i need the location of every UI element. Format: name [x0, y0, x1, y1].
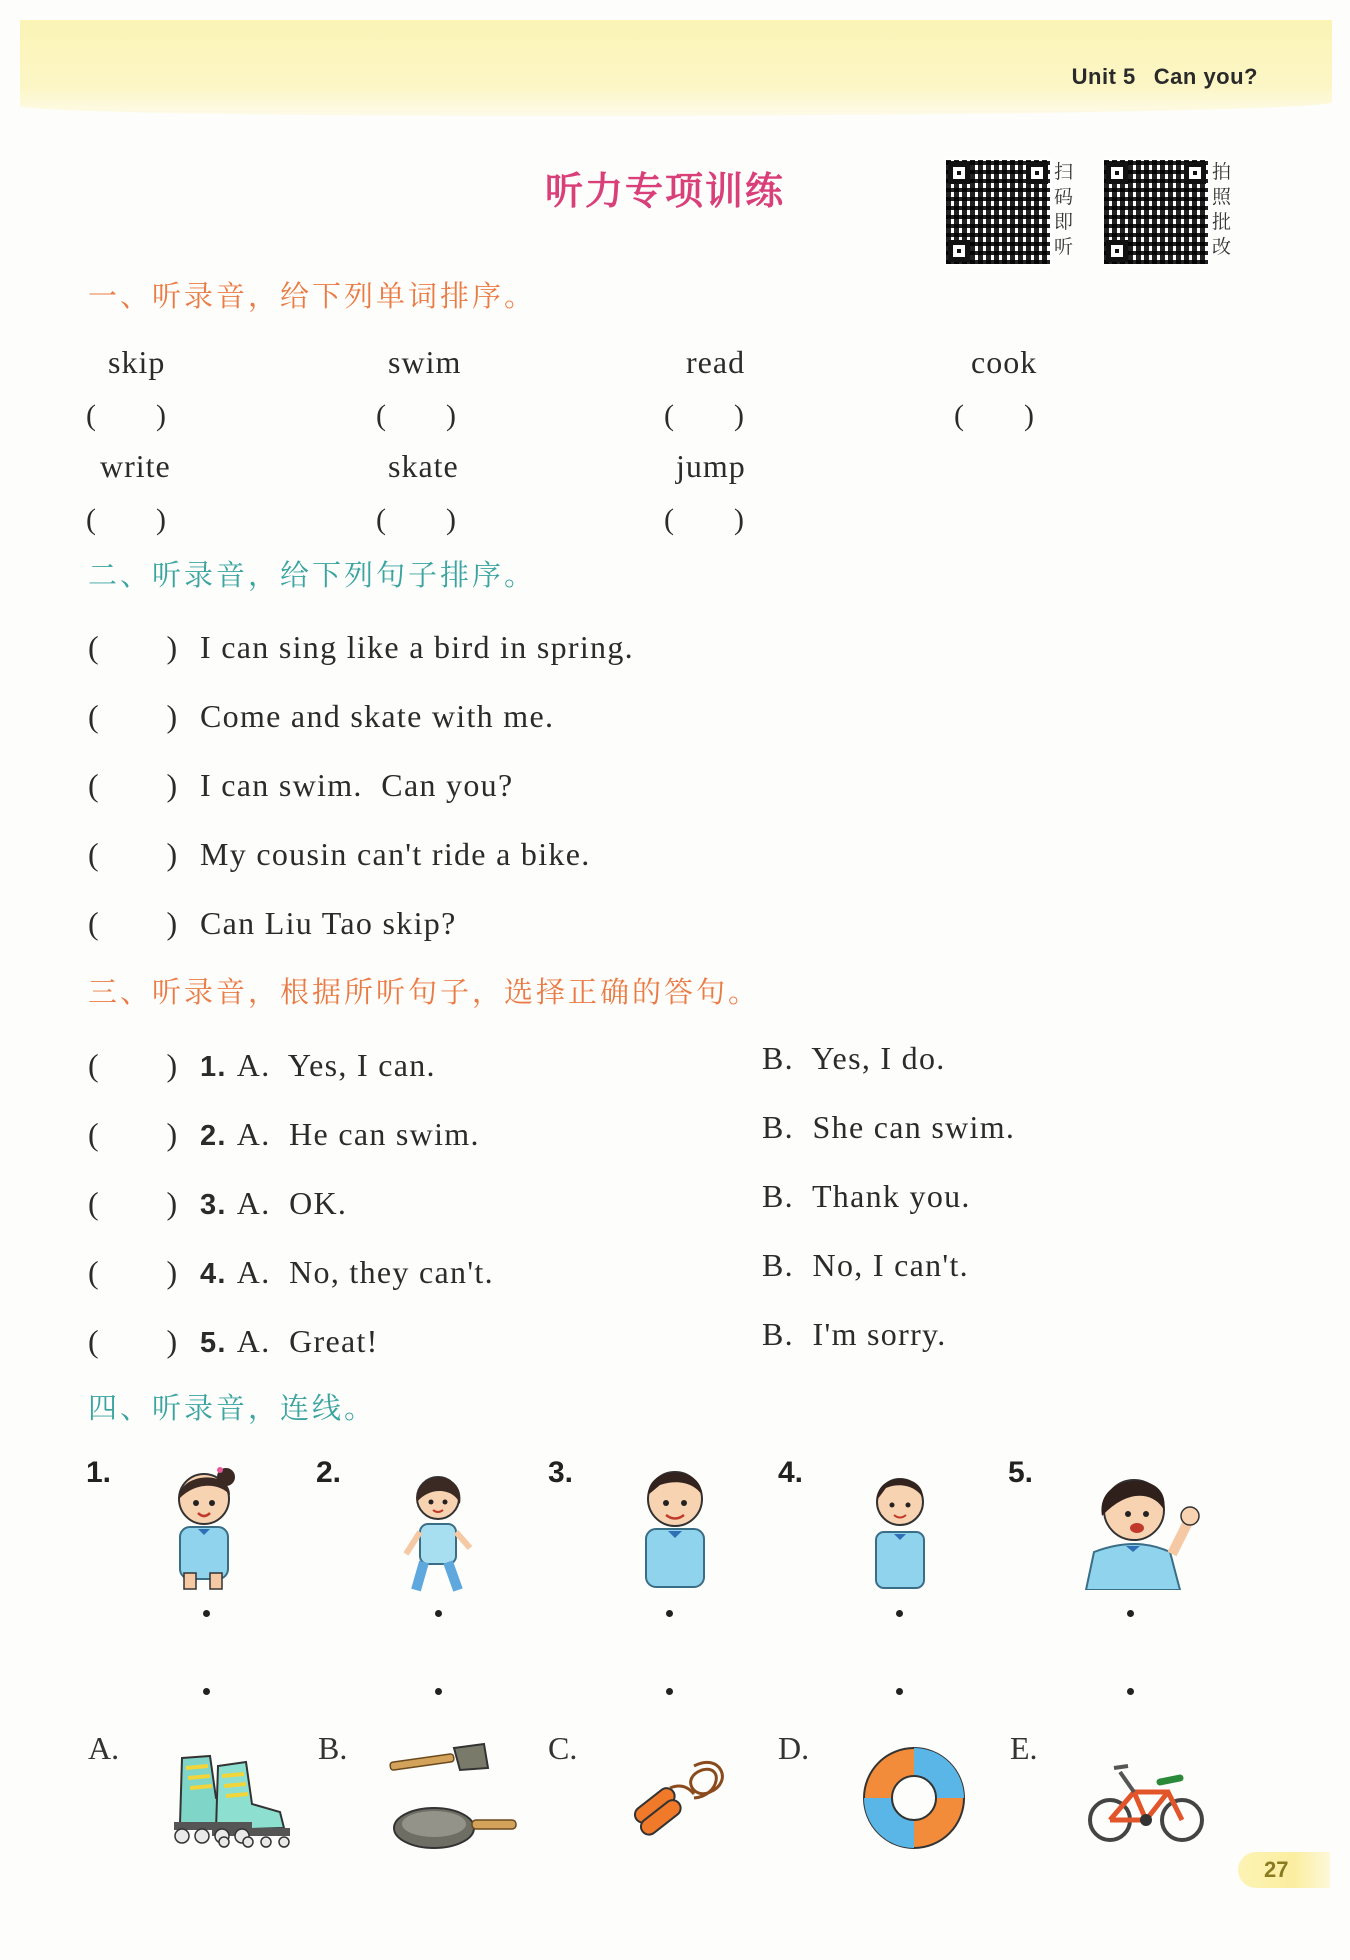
word-skate: skate — [388, 448, 459, 484]
option-a: A. No, they can't. — [236, 1254, 494, 1290]
section-1-title: 一、听录音，给下列单词排序。 — [88, 279, 537, 313]
question-row — [88, 1109, 480, 1155]
qr-caption-listen: 扫 码 即 听 — [1054, 161, 1074, 258]
sentence-text: Can Liu Tao skip? — [200, 905, 457, 941]
match-dot[interactable] — [203, 1610, 210, 1617]
sentence-row — [88, 829, 591, 875]
sentence-text: I can swim. Can you? — [200, 767, 514, 803]
qr-code-icon[interactable] — [944, 158, 1052, 266]
option-a: A. Yes, I can. — [236, 1047, 436, 1083]
word-read: read — [686, 344, 746, 380]
answer-blank[interactable]: ( ) — [86, 503, 166, 536]
answer-blank[interactable]: ( ) — [88, 836, 179, 872]
qr-code-icon[interactable] — [1102, 158, 1210, 266]
match-dot[interactable] — [1127, 1688, 1134, 1695]
question-row — [88, 1247, 494, 1293]
picture-letter: E. — [1010, 1730, 1038, 1766]
question-number: 1. — [200, 1051, 227, 1083]
option-b: B. I'm sorry. — [762, 1316, 947, 1352]
person-number: 5. — [1008, 1456, 1034, 1489]
answer-blank[interactable]: ( ) — [88, 1116, 179, 1152]
question-number: 3. — [200, 1189, 227, 1221]
sentence-row — [88, 691, 554, 737]
answer-blank[interactable]: ( ) — [954, 399, 1034, 432]
unit-header — [1072, 64, 1258, 90]
sentence-text: Come and skate with me. — [200, 698, 555, 734]
option-b: B. Thank you. — [762, 1178, 971, 1214]
question-row — [88, 1040, 436, 1086]
unit-number: Unit 5 — [1071, 64, 1136, 89]
page-title: 听力专项训练 — [544, 169, 785, 213]
question-row — [88, 1178, 347, 1224]
match-dot[interactable] — [435, 1688, 442, 1695]
girl-waving-icon — [1076, 1462, 1206, 1590]
word-jump: jump — [676, 448, 746, 484]
question-number: 2. — [200, 1120, 227, 1152]
answer-blank[interactable]: ( ) — [664, 399, 744, 432]
roller-skates-icon — [152, 1748, 298, 1848]
picture-letter: C. — [548, 1730, 578, 1766]
section-3-title: 三、听录音，根据所听句子，选择正确的答句。 — [88, 975, 761, 1009]
question-row — [88, 1316, 379, 1362]
person-number: 3. — [548, 1456, 574, 1489]
match-dot[interactable] — [435, 1610, 442, 1617]
girl-with-ponytail-icon — [160, 1455, 250, 1590]
match-dot[interactable] — [666, 1688, 673, 1695]
picture-letter: A. — [88, 1730, 120, 1766]
answer-blank[interactable]: ( ) — [86, 399, 166, 432]
swim-ring-icon — [858, 1742, 970, 1854]
spatula-and-pan-icon — [384, 1734, 520, 1854]
unit-title: Can you? — [1153, 64, 1258, 89]
section-2-title: 二、听录音，给下列句子排序。 — [88, 558, 537, 592]
person-number: 2. — [316, 1456, 342, 1489]
option-a: A. He can swim. — [236, 1116, 480, 1152]
answer-blank[interactable]: ( ) — [88, 629, 179, 665]
sentence-text: I can sing like a bird in spring. — [200, 629, 634, 665]
girl-walking-icon — [396, 1462, 480, 1592]
sentence-row — [88, 898, 457, 944]
section-4-title: 四、听录音，连线。 — [88, 1391, 377, 1425]
boy-icon — [630, 1455, 720, 1590]
option-b: B. No, I can't. — [762, 1247, 969, 1283]
word-write: write — [100, 448, 171, 484]
answer-blank[interactable]: ( ) — [88, 1185, 179, 1221]
word-cook: cook — [971, 344, 1038, 380]
picture-letter: D. — [778, 1730, 810, 1766]
question-number: 5. — [200, 1327, 227, 1359]
page-number: 27 — [1238, 1852, 1330, 1888]
qr-caption-grade: 拍 照 批 改 — [1212, 161, 1232, 258]
answer-blank[interactable]: ( ) — [88, 1323, 179, 1359]
jump-rope-icon — [624, 1752, 736, 1848]
answer-blank[interactable]: ( ) — [88, 1047, 179, 1083]
picture-letter: B. — [318, 1730, 348, 1766]
answer-blank[interactable]: ( ) — [376, 503, 456, 536]
question-number: 4. — [200, 1258, 227, 1290]
option-a: A. Great! — [236, 1323, 379, 1359]
sentence-text: My cousin can't ride a bike. — [200, 836, 591, 872]
person-number: 4. — [778, 1456, 804, 1489]
answer-blank[interactable]: ( ) — [664, 503, 744, 536]
match-dot[interactable] — [203, 1688, 210, 1695]
answer-blank[interactable]: ( ) — [88, 767, 179, 803]
sentence-row — [88, 760, 513, 806]
match-dot[interactable] — [896, 1688, 903, 1695]
person-number: 1. — [86, 1456, 112, 1489]
match-dot[interactable] — [1127, 1610, 1134, 1617]
answer-blank[interactable]: ( ) — [88, 905, 179, 941]
answer-blank[interactable]: ( ) — [376, 399, 456, 432]
answer-blank[interactable]: ( ) — [88, 698, 179, 734]
option-b: B. She can swim. — [762, 1109, 1016, 1145]
bicycle-icon — [1084, 1748, 1208, 1848]
word-skip: skip — [108, 344, 166, 380]
sentence-row — [88, 622, 634, 668]
match-dot[interactable] — [666, 1610, 673, 1617]
option-b: B. Yes, I do. — [762, 1040, 946, 1076]
word-swim: swim — [388, 344, 462, 380]
small-boy-icon — [860, 1460, 940, 1592]
option-a: A. OK. — [236, 1185, 348, 1221]
answer-blank[interactable]: ( ) — [88, 1254, 179, 1290]
match-dot[interactable] — [896, 1610, 903, 1617]
